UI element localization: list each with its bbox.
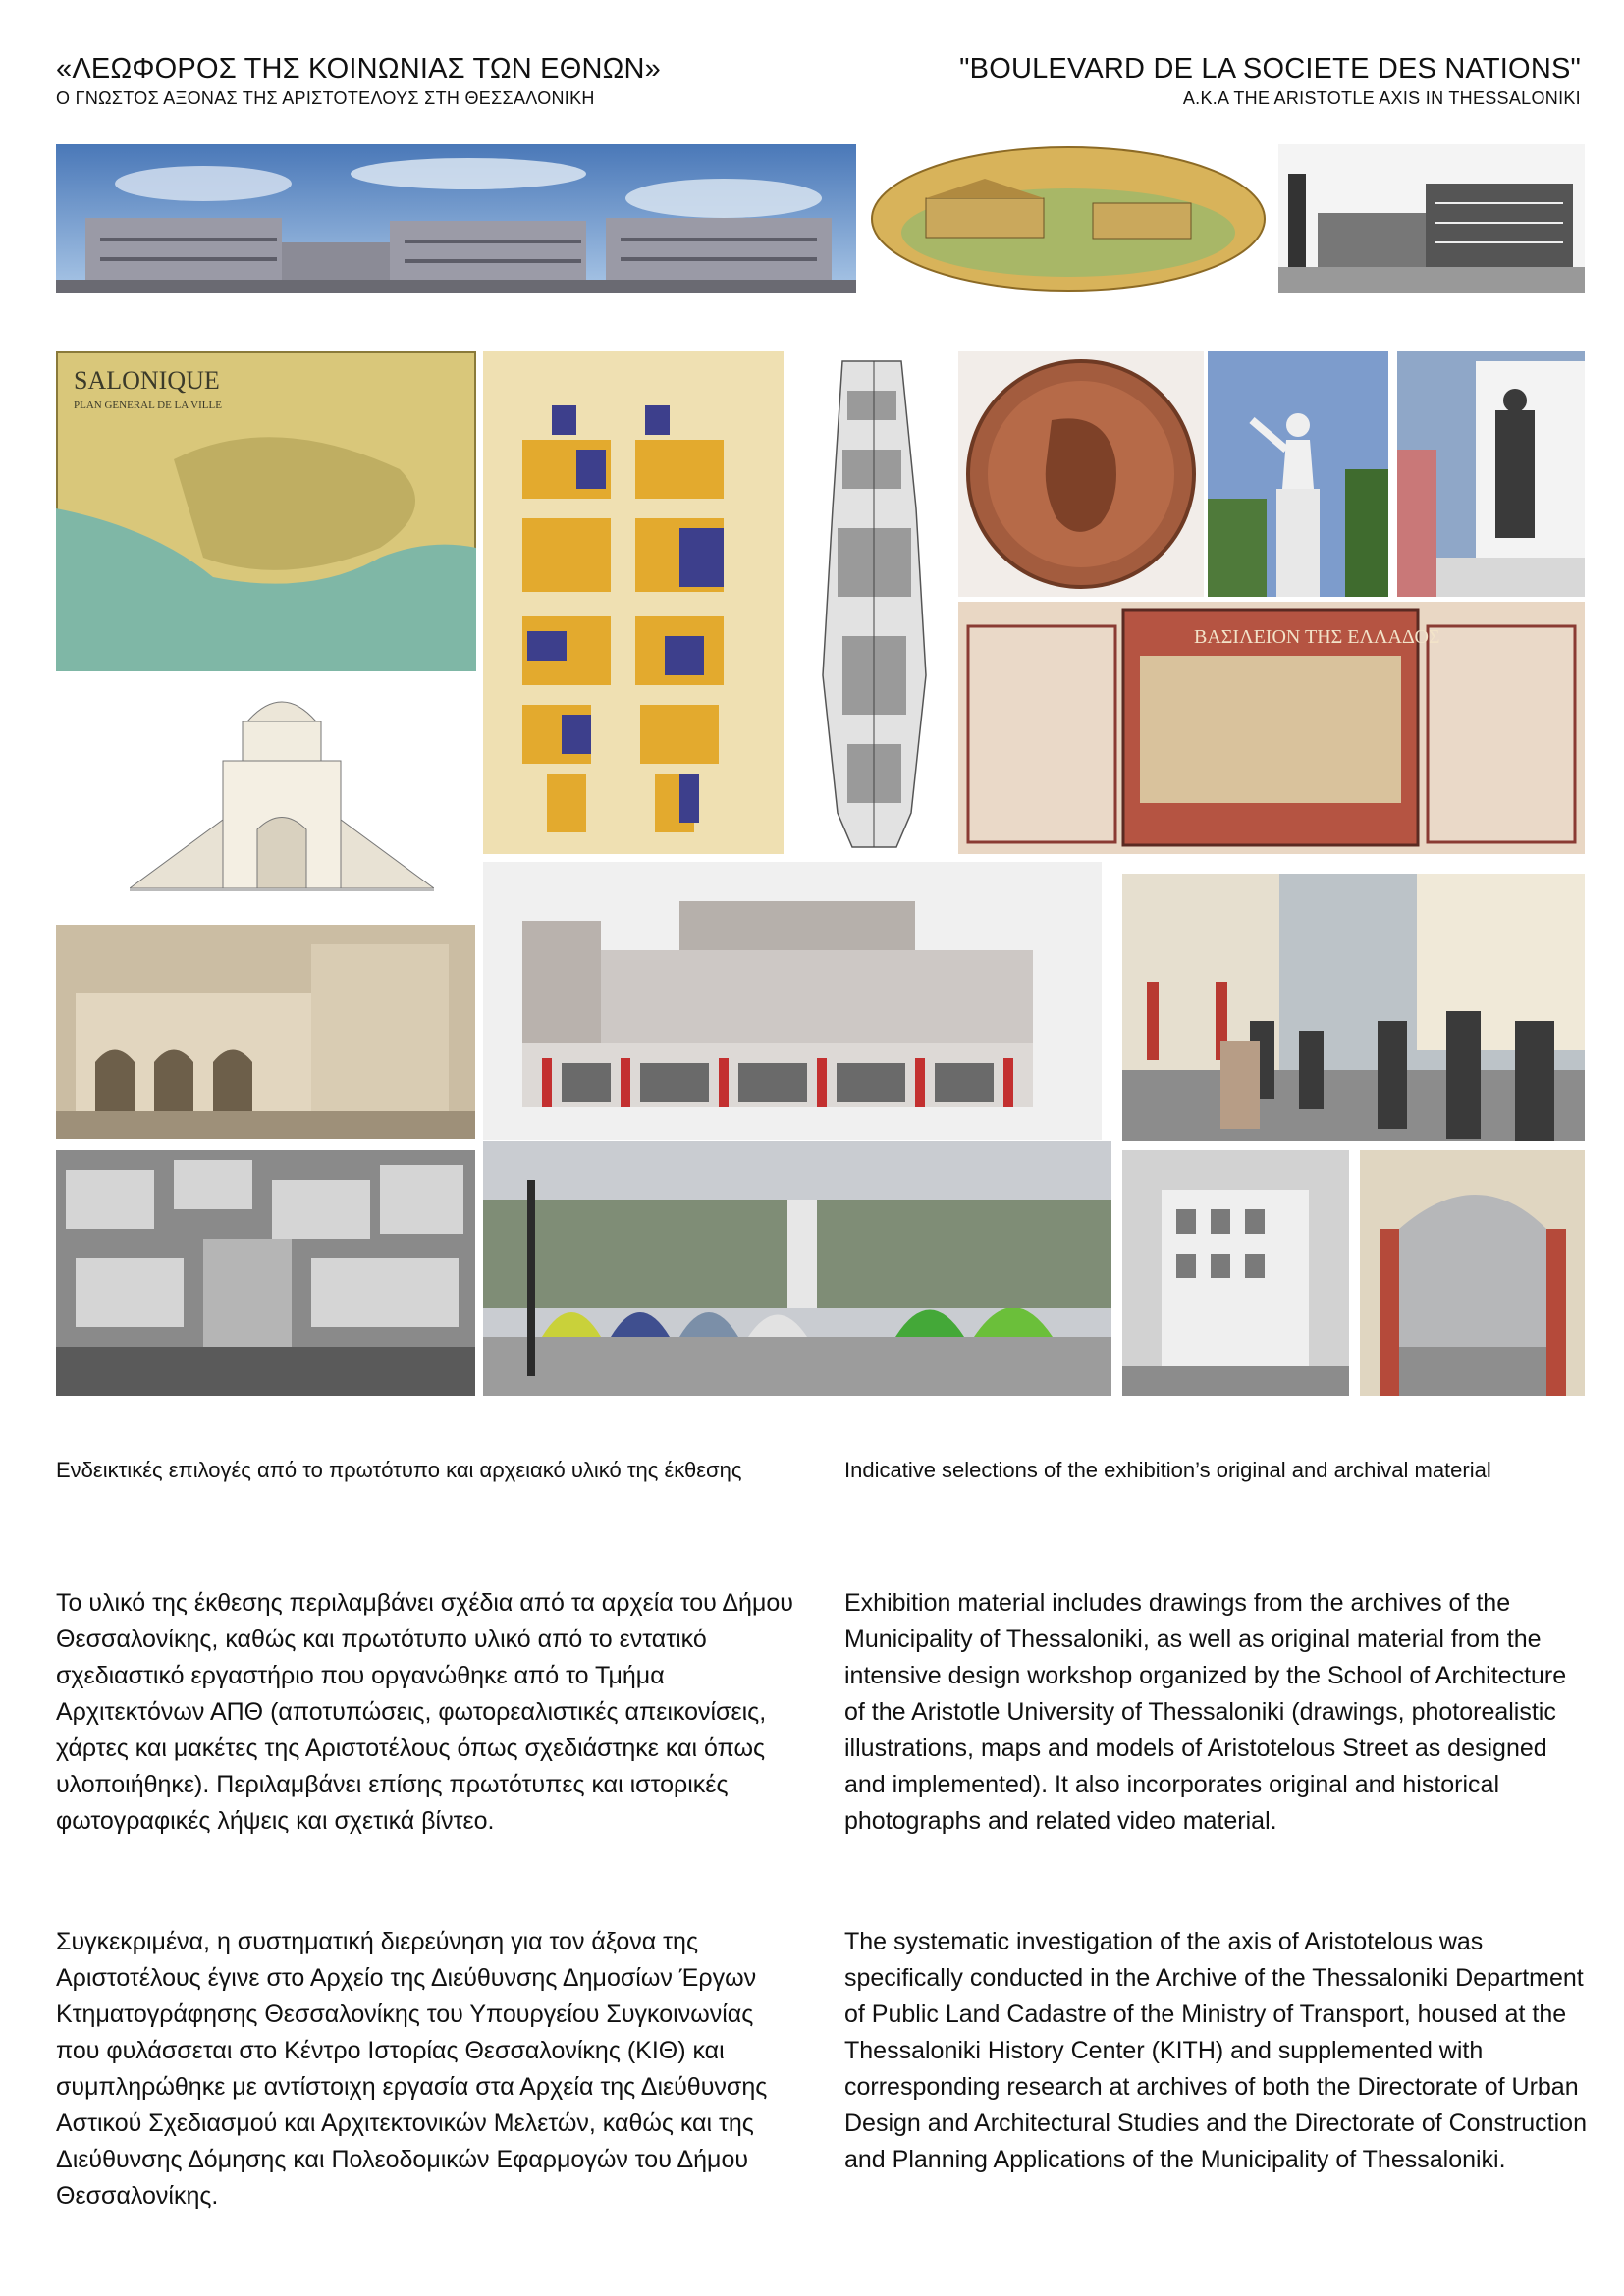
greek-title: «ΛΕΩΦΟΡΟΣ ΤΗΣ ΚΟΙΝΩΝΙΑΣ ΤΩΝ ΕΘΝΩΝ» <box>56 53 661 84</box>
aerial-city-photo <box>56 1150 475 1396</box>
english-subtitle: A.K.A THE ARISTOTLE AXIS IN THESSALONIKI <box>1182 88 1581 108</box>
bronze-medallion-portrait <box>958 351 1204 597</box>
tents-square-photo <box>483 1141 1111 1396</box>
oval-perspective-drawing <box>867 144 1270 293</box>
english-paragraph-1: Exhibition material includes drawings from the archives of the Municipality of Thessaloniki, as well as original material from the intensive design workshop organized by the School of Architecture of the Aristotle University of Thessaloniki (drawings, photorealistic illustrations, maps and models of Aristotelous Street as designed and implemented). It also incorporates original and historical photographs and related video material. <box>844 1589 1567 1835</box>
caption-english: Indicative selections of the exhibition’s original and archival material <box>844 1458 1491 1482</box>
historic-engraving-image <box>1278 144 1585 293</box>
header-right <box>959 51 1581 110</box>
statue-photo-2 <box>1397 351 1585 597</box>
sepia-arcade-building-photo <box>56 925 475 1139</box>
greek-subtitle: Ο ΓΝΩΣΤΟΣ ΑΞΟΝΑΣ ΤΗΣ ΑΡΙΣΤΟΤΕΛΟΥΣ ΣΤΗ ΘΕΣΣΑΛΟΝΙΚΗ <box>56 88 595 108</box>
street-photo-arcade <box>1122 874 1585 1141</box>
statue-photo-1 <box>1208 351 1388 597</box>
greek-paragraph-2: Συγκεκριμένα, η συστηματική διερεύνηση για τον άξονα της Αριστοτέλους έγινε στο Αρχείο της Διεύθυνσης Δημοσίων Έργων Κτηματογράφησης Θεσσαλονίκης του Υπουργείου Συγκοινωνίας που φυλάσσεται στο Κέντρο Ιστορίας Θεσσαλονίκης (ΚΙΘ) και συμπληρώθηκε με αντίστοιχη εργασία στα Αρχεία της Διεύθυνσης Αστικού Σχεδιασμού και Αρχιτεκτονικών Μελετών, καθώς και της Διεύθυνσης Δόμησης και Πολεοδομικών Εφαρμογών του Δήμου Θεσσαλονίκης. <box>56 1928 768 2210</box>
header-left <box>56 51 661 110</box>
royal-certificate-document <box>958 602 1585 854</box>
english-paragraph-2: The systematic investigation of the axis of Aristotelous was specifically conducted in the Archive of the Thessaloniki Department of Public Land Cadastre of the Ministry of Transport, housed at the Thessaloniki History Center (KITH) and supplemented with corresponding research at archives of both the Directorate of Urban Design and Architectural Studies and the Directorate of Construction and Planning Applications of the Municipality of Thessaloniki. <box>844 1928 1587 2173</box>
certificate-header-text: ΒΑΣΙΛΕΙΟΝ ΤΗΣ ΕΛΛΑΔΟΣ <box>1194 626 1440 648</box>
arcade-archway-photo <box>1360 1150 1585 1396</box>
facade-elevation-drawing <box>483 862 1102 1140</box>
map-title-text: SALONIQUE <box>74 366 220 395</box>
caption-greek: Ενδεικτικές επιλογές από το πρωτότυπο και αρχειακό υλικό της έκθεσης <box>56 1458 742 1482</box>
greek-paragraph-1: Το υλικό της έκθεσης περιλαμβάνει σχέδια από τα αρχεία του Δήμου Θεσσαλονίκης, καθώς και πρωτότυπο υλικό από το εντατικό σχεδιαστικό εργαστήριο που οργανώθηκε από το Τμήμα Αρχιτεκτόνων ΑΠΘ (αποτυπώσεις, φωτορεαλιστικές απεικονίσεις, χάρτες και μακέτες της Αριστοτέλους όπως σχεδιάστηκε και όπως υλοποιήθηκε). Περιλαμβάνει επίσης πρωτότυπες και ιστορικές φωτογραφικές λήψεις και σχετικά βίντεο. <box>56 1589 793 1835</box>
axis-master-plan-drawing <box>803 351 946 854</box>
bw-corner-building-photo <box>1122 1150 1349 1396</box>
cadastral-block-plan <box>483 351 784 854</box>
salonique-historic-map <box>56 351 476 671</box>
facade-panorama-image <box>56 144 856 293</box>
map-subtitle-text: PLAN GENERAL DE LA VILLE <box>74 400 222 411</box>
english-title: "BOULEVARD DE LA SOCIETE DES NATIONS" <box>959 53 1581 84</box>
domed-building-elevation <box>130 682 434 908</box>
